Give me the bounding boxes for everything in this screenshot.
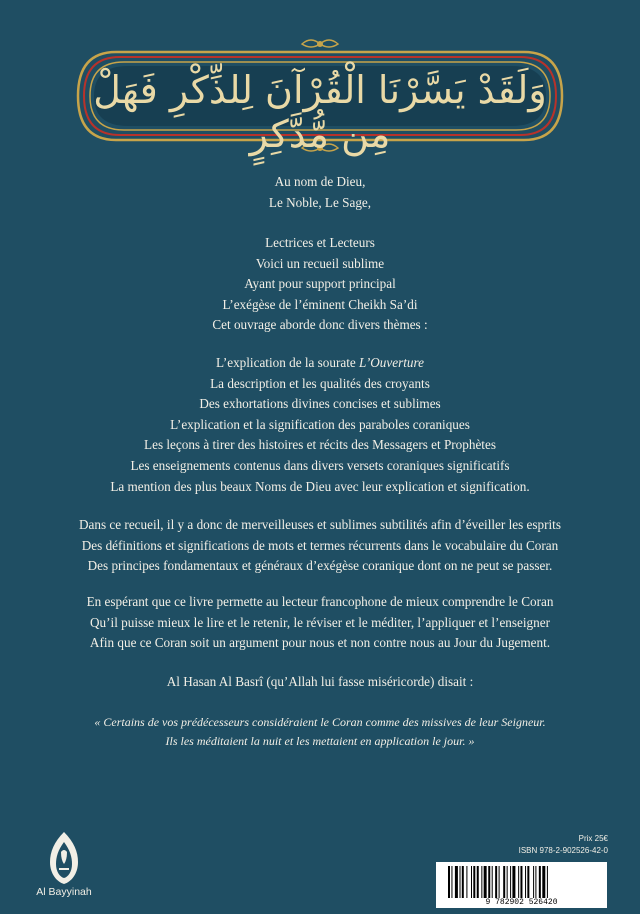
intro-block (0, 172, 640, 213)
readers-block (0, 233, 640, 336)
subtleties-block (0, 515, 640, 577)
hope-line: Afin que ce Coran soit un argument pour nous et non contre nous au Jour du Jugement. (89, 635, 551, 651)
barcode-bar (510, 866, 511, 898)
barcode-bar (539, 866, 541, 898)
barcode-bar (533, 866, 534, 898)
publisher-logo (32, 828, 96, 900)
barcode-bars (436, 864, 607, 900)
theme-line: La mention des plus beaux Noms de Dieu avec leur explication et signification. (110, 478, 530, 494)
theme-line: Les leçons à tirer des histoires et récits des Messagers et Prophètes (144, 437, 496, 453)
barcode-bar (451, 866, 452, 898)
readers-line: Lectrices et Lecteurs (265, 235, 375, 250)
barcode-bar (462, 866, 464, 898)
barcode-bar (477, 866, 479, 898)
barcode-bar (547, 866, 548, 898)
publisher-emblem-icon (32, 828, 96, 886)
quran-verse-calligraphy: وَلَقَدْ يَسَّرْنَا الْقُرْآنَ لِلذِّكْرِ فَهَلْ مِن مُّدَّكِرٍ (93, 68, 547, 156)
barcode-bar (448, 866, 450, 898)
theme-line: La description et les qualités des croyants (210, 375, 430, 391)
barcode-bar (455, 866, 458, 898)
barcode-bar (512, 866, 515, 898)
barcode-bar (495, 866, 497, 898)
surah-name: L’Ouverture (359, 355, 424, 370)
hope-line: En espérant que ce livre permette au lecteur francophone de mieux comprendre le Coran (86, 594, 554, 609)
readers-line: Voici un recueil sublime (255, 255, 385, 271)
readers-line: L’exégèse de l’éminent Cheikh Sa’di (222, 296, 418, 312)
attribution-block (0, 672, 640, 693)
themes-block (0, 353, 640, 497)
barcode-digits: 9 782902 526420 (485, 898, 558, 907)
barcode-bar (481, 866, 482, 898)
theme-line-first: L’explication de la sourate L’Ouverture (215, 355, 424, 370)
quote-line: Ils les méditaient la nuit et les mettaient en application le jour. » (165, 734, 475, 748)
intro-line: Au nom de Dieu, (274, 174, 366, 189)
barcode-bar (471, 866, 472, 898)
barcode-bar (542, 866, 545, 898)
barcode-bar (488, 866, 490, 898)
barcode-bar (466, 866, 467, 898)
barcode-bar (460, 866, 461, 898)
barcode-bar (499, 866, 500, 898)
quote-line: « Certains de vos prédécesseurs considéraient le Coran comme des missives de leur Seigneur. (94, 715, 546, 729)
readers-line: Ayant pour support principal (244, 276, 396, 292)
subtlety-line: Dans ce recueil, il y a donc de merveilleuses et sublimes subtilités afin d’éveiller les esprits (79, 517, 561, 532)
readers-line: Cet ouvrage aborde donc divers thèmes : (212, 317, 428, 333)
theme-line: Les enseignements contenus dans divers versets coraniques significatifs (130, 457, 510, 473)
barcode-bar (492, 866, 493, 898)
hope-line: Qu’il puisse mieux le lire et le retenir, le réviser et le méditer, l’appliquer et l’enseigner (90, 614, 550, 630)
intro-line: Le Noble, Le Sage, (268, 194, 372, 210)
barcode-bar (507, 866, 508, 898)
barcode-bar (503, 866, 505, 898)
price: Prix 25€ (578, 834, 608, 843)
barcode-bar (518, 866, 519, 898)
subtlety-line: Des définitions et significations de mots et termes récurrents dans le vocabulaire du Coran (81, 537, 559, 553)
barcode (436, 862, 607, 908)
theme-line: L’explication et la signification des paraboles coraniques (170, 416, 470, 432)
barcode-bar (484, 866, 487, 898)
hope-block (0, 592, 640, 654)
attribution: Al Hasan Al Basrî (qu’Allah lui fasse miséricorde) disait : (166, 674, 474, 689)
isbn: ISBN 978-2-902526-42-0 (518, 846, 608, 855)
price-area (436, 834, 608, 855)
barcode-bar (525, 866, 526, 898)
theme-line: Des exhortations divines concises et sublimes (199, 396, 441, 412)
barcode-bar (473, 866, 475, 898)
publisher-name: Al Bayyinah (36, 886, 92, 898)
subtlety-line: Des principes fondamentaux et généraux d’exégèse coranique dont on ne peut se passer. (87, 558, 553, 574)
header-banner (76, 38, 564, 154)
barcode-bar (527, 866, 529, 898)
barcode-bar (520, 866, 522, 898)
barcode-bar (535, 866, 536, 898)
quote-block (0, 713, 640, 751)
